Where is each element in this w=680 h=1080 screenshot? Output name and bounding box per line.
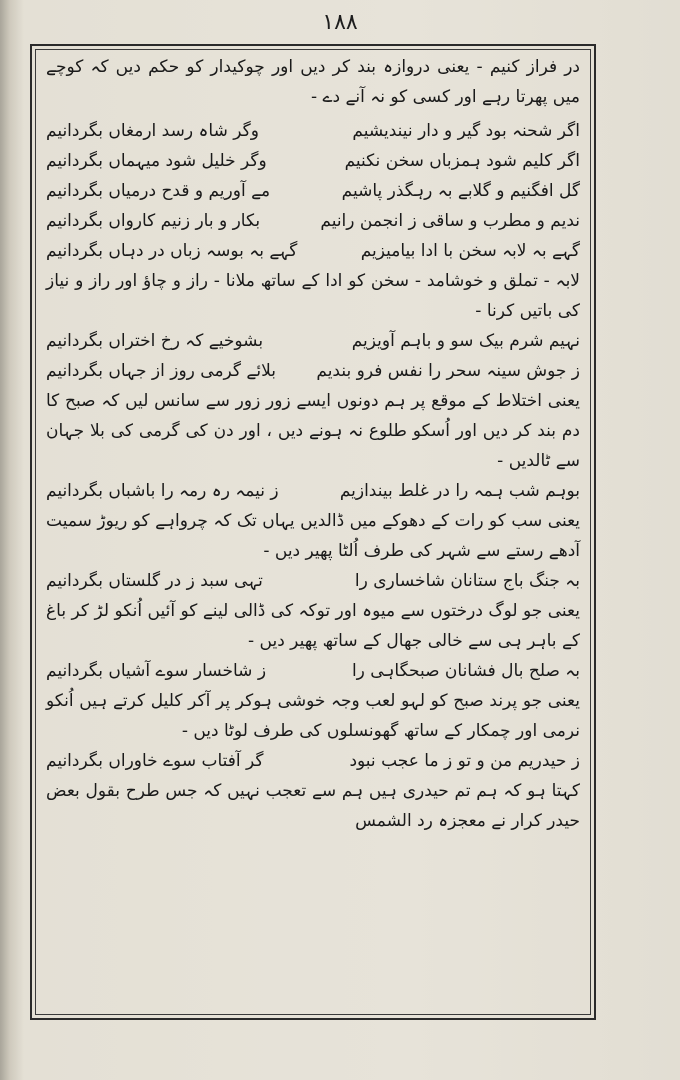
couplet [46, 746, 580, 776]
prose-paragraph: یعنی جو پرند صبح کو لہو لعب وجہ خوشی ہوکر پر آکر کلیل کرتے ہیں اُنکو نرمی اور چمکار کے ساتھ گھونسلوں کی طرف لوٹا دیں - [46, 691, 580, 741]
couplet-first-line: بوہم شب ہمہ را در غلط بیندازیم [339, 481, 580, 501]
couplet [46, 116, 580, 146]
couplet-second-line: ز شاخسار سوے آشیاں بگردانیم [46, 661, 267, 681]
couplet-first-line: بہ صلح بال فشانان صبحگاہی را [351, 661, 580, 681]
couplet-second-line: بشوخیے کہ رخ اختراں بگردانیم [46, 331, 264, 351]
couplet [46, 146, 580, 176]
couplet [46, 566, 580, 596]
couplet-first-line: اگر شحنہ بود گیر و دار نیندیشیم [352, 121, 580, 141]
couplet-first-line: ز جوش سینہ سحر را نفس فرو بندیم [316, 361, 580, 381]
couplet-second-line: مے آوریم و قدح درمیاں بگردانیم [46, 181, 271, 201]
couplet-second-line: گہے بہ بوسہ زباں در دہاں بگردانیم [46, 241, 298, 261]
couplet-second-line: وگر شاہ رسد ارمغاں بگردانیم [46, 121, 259, 141]
prose-paragraph: یعنی اختلاط کے موقع پر ہم دونوں ایسے زور زور سے سانس لیں کہ صبح کا دم بند کر دیں اور اُسکو طلوع نہ ہونے دیں ، اور دن کی گرمی کی بلا جہان سے ٹالدیں - [46, 391, 580, 471]
couplet [46, 476, 580, 506]
couplet [46, 236, 580, 266]
prose-paragraph: یعنی سب کو رات کے دھوکے میں ڈالدیں یہاں تک کہ چرواہے کو ریوڑ سمیت آدھے رستے سے شہر کی طرف اُلٹا پھیر دیں - [46, 511, 580, 561]
couplet-first-line: گل افگنیم و گلابے بہ رہگذر پاشیم [341, 181, 580, 201]
couplet-second-line: ز نیمہ رہ رمہ را باشباں بگردانیم [46, 481, 279, 501]
prose-paragraph: یعنی جو لوگ درختوں سے میوہ اور توکہ کی ڈالی لینے کو آئیں اُنکو لڑ کر باغ کے باہر ہی سے خالی جھال کے ساتھ پھیر دیں - [46, 601, 580, 651]
prose-paragraph: لابہ - تملق و خوشامد - سخن کو ادا کے ساتھ ملانا - راز و چاؤ اور راز و نیاز کی باتیں کرنا - [46, 271, 580, 321]
couplet-second-line: بلائے گرمی روز از جہاں بگردانیم [46, 361, 276, 381]
couplet-first-line: ز حیدریم من و تو ز ما عجب نبود [349, 751, 580, 771]
page-number: ۱۸۸ [322, 10, 358, 35]
couplet [46, 206, 580, 236]
couplet-second-line: گر آفتاب سوے خاوراں بگردانیم [46, 751, 264, 771]
couplet-first-line: ندیم و مطرب و ساقی ز انجمن رانیم [320, 211, 580, 231]
prose-paragraph: در فراز کنیم - یعنی دروازہ بند کر دیں اور چوکیدار کو حکم دیں کہ کوچے میں پھرتا رہے اور کسی کو نہ آنے دے - [46, 57, 580, 107]
text-block [46, 52, 580, 1010]
prose-paragraph: کہتا ہو کہ ہم تم حیدری ہیں ہم سے تعجب نہیں کہ جس طرح بقول بعض حیدر کرار نے معجزہ رد الشمس [46, 781, 580, 831]
couplet-second-line: وگر خلیل شود میہماں بگردانیم [46, 151, 267, 171]
couplet-second-line: تہی سبد ز در گلستاں بگردانیم [46, 571, 263, 591]
couplet-first-line: بہ جنگ باج ستانان شاخساری را [354, 571, 580, 591]
couplet [46, 326, 580, 356]
couplet [46, 356, 580, 386]
couplet [46, 176, 580, 206]
couplet [46, 656, 580, 686]
couplet-second-line: بکار و بار زنیم کارواں بگردانیم [46, 211, 261, 231]
couplet-first-line: نہیم شرم بیک سو و باہم آویزیم [351, 331, 580, 351]
couplet-first-line: گہے بہ لابہ سخن با ادا بیامیزیم [360, 241, 580, 261]
couplet-first-line: اگر کلیم شود ہمزباں سخن نکنیم [344, 151, 580, 171]
